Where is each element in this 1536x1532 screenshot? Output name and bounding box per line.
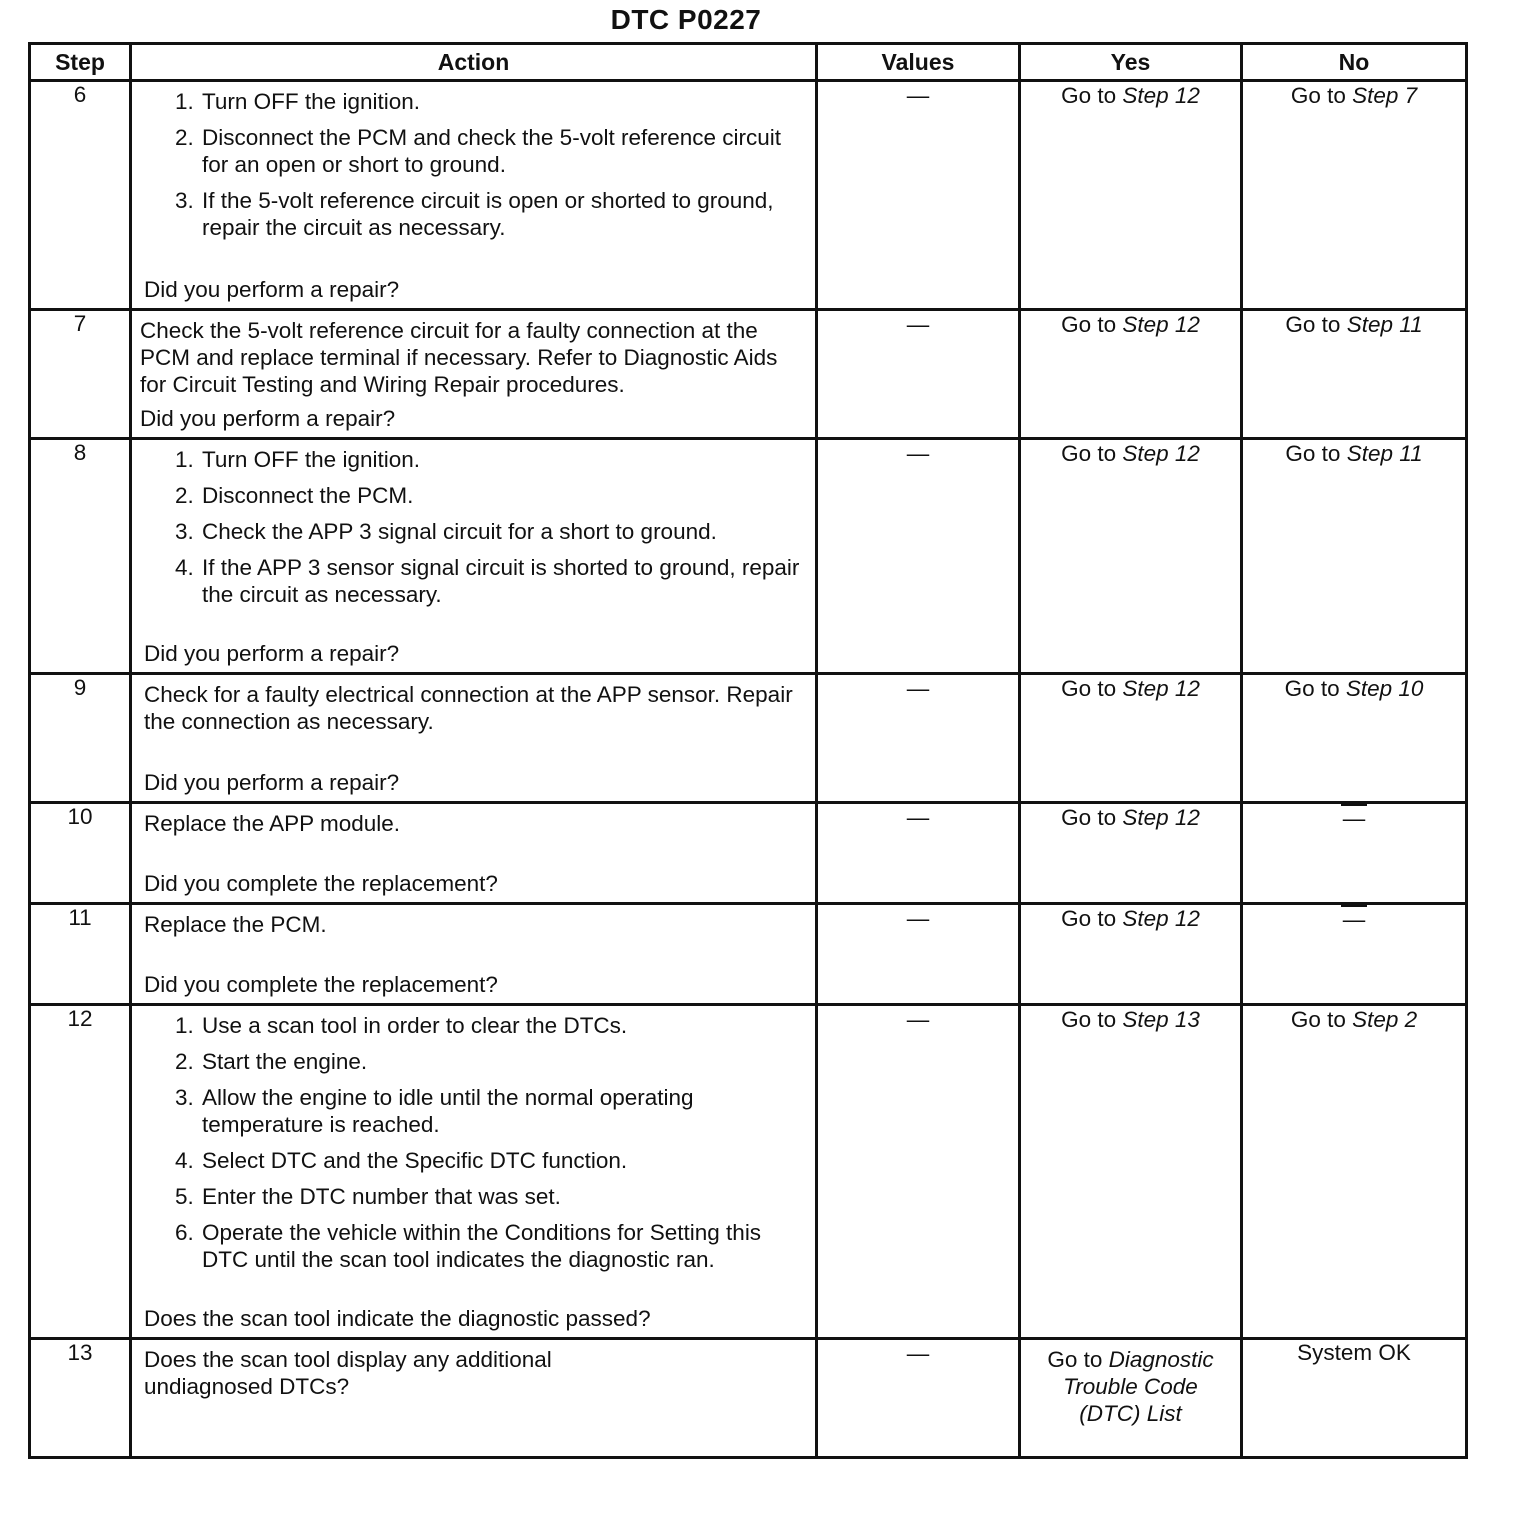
action-question: Did you perform a repair?: [144, 277, 400, 302]
action-question: Did you complete the replacement?: [144, 972, 498, 997]
action-text: Replace the PCM.: [144, 912, 327, 937]
yes-prefix: Go to: [1061, 83, 1117, 108]
dash-mark: —: [906, 441, 930, 467]
yes-link: Step 12: [1122, 906, 1200, 931]
action-text: Replace the APP module.: [144, 811, 401, 836]
no-prefix: Go to: [1285, 441, 1341, 466]
values-cell: [817, 1005, 1020, 1339]
yes-cell: [1020, 310, 1242, 439]
header-yes: Yes: [1020, 44, 1242, 81]
page-title: DTC P0227: [610, 4, 762, 35]
action-cell: [131, 904, 817, 1005]
dash-mark: —: [906, 805, 930, 831]
action-list: [144, 446, 807, 617]
header-step: Step: [30, 44, 131, 81]
list-item: 3. Check the APP 3 signal circuit for a short to ground.: [200, 518, 807, 545]
yes-link: Diagnostic Trouble Code (DTC) List: [1063, 1347, 1214, 1426]
no-cell: [1242, 674, 1467, 803]
action-question: Did you perform a repair?: [140, 406, 396, 431]
step-number: 11: [30, 904, 131, 1005]
yes-link: Step 12: [1122, 676, 1200, 701]
list-item: 2. Disconnect the PCM.: [200, 482, 807, 509]
yes-prefix: Go to: [1061, 676, 1117, 701]
action-text: Does the scan tool display any additional undiagnosed DTCs?: [144, 1347, 552, 1399]
no-link: Step 11: [1346, 441, 1423, 466]
no-prefix: Go to: [1284, 676, 1340, 701]
dash-mark: —: [906, 312, 930, 338]
dash-mark: —: [906, 1007, 930, 1033]
list-item: 4. If the APP 3 sensor signal circuit is shorted to ground, repair the circuit as necessary.: [200, 554, 807, 608]
header-no: No: [1242, 44, 1467, 81]
table-row: [30, 904, 1467, 1005]
list-item: 6. Operate the vehicle within the Conditions for Setting this DTC until the scan tool indicates the diagnostic ran.: [200, 1219, 807, 1273]
list-item: 1. Turn OFF the ignition.: [200, 88, 807, 115]
no-prefix: Go to: [1290, 1007, 1346, 1032]
table-row: [30, 81, 1467, 310]
list-item: 3. If the 5-volt reference circuit is open or shorted to ground, repair the circuit as necessary.: [200, 187, 807, 241]
yes-cell: [1020, 81, 1242, 310]
table-row: [30, 1339, 1467, 1458]
dash-mark: —: [1342, 806, 1366, 832]
yes-cell: [1020, 803, 1242, 904]
values-cell: [817, 310, 1020, 439]
yes-prefix: Go to: [1061, 1007, 1117, 1032]
header-row: [30, 44, 1467, 81]
dash-mark: —: [906, 1341, 930, 1367]
yes-link: Step 12: [1122, 441, 1200, 466]
no-cell: [1242, 310, 1467, 439]
dtc-table: [28, 42, 1468, 1459]
action-list: [144, 1012, 807, 1282]
no-link: Step 11: [1346, 312, 1423, 337]
table-row: [30, 1005, 1467, 1339]
action-cell: [131, 439, 817, 674]
list-item: 3. Allow the engine to idle until the normal operating temperature is reached.: [200, 1084, 807, 1138]
no-link: Step 2: [1352, 1007, 1418, 1032]
list-item: 1. Turn OFF the ignition.: [200, 446, 807, 473]
list-item: 4. Select DTC and the Specific DTC function.: [200, 1147, 807, 1174]
dash-mark: —: [906, 676, 930, 702]
yes-prefix: Go to: [1061, 312, 1117, 337]
dash-mark: —: [906, 906, 930, 932]
step-number: 9: [30, 674, 131, 803]
yes-link: Step 12: [1122, 805, 1200, 830]
action-question: Did you complete the replacement?: [144, 871, 498, 896]
list-item: 5. Enter the DTC number that was set.: [200, 1183, 807, 1210]
yes-cell: [1020, 904, 1242, 1005]
yes-cell: [1020, 1339, 1242, 1458]
list-item: 2. Disconnect the PCM and check the 5-volt reference circuit for an open or short to ground.: [200, 124, 807, 178]
no-prefix: Go to: [1290, 83, 1346, 108]
yes-prefix: Go to: [1061, 441, 1117, 466]
action-text: Check the 5-volt reference circuit for a faulty connection at the PCM and replace terminal if necessary. Refer to Diagnostic Aids for Circuit Testing and Wiring Repair procedures.: [140, 318, 778, 397]
values-cell: [817, 674, 1020, 803]
yes-cell: [1020, 1005, 1242, 1339]
no-link: Step 10: [1345, 676, 1424, 701]
values-cell: [817, 803, 1020, 904]
step-number: 12: [30, 1005, 131, 1339]
yes-cell: [1020, 439, 1242, 674]
yes-prefix: Go to: [1061, 906, 1117, 931]
no-cell: [1242, 1005, 1467, 1339]
no-cell: [1242, 803, 1467, 904]
action-cell: [131, 81, 817, 310]
table-row: [30, 803, 1467, 904]
action-cell: [131, 1339, 817, 1458]
step-number: 10: [30, 803, 131, 904]
yes-link: Step 13: [1122, 1007, 1200, 1032]
action-question: Did you perform a repair?: [144, 770, 400, 795]
table-row: [30, 439, 1467, 674]
header-values: Values: [817, 44, 1020, 81]
no-cell: [1242, 439, 1467, 674]
no-prefix: Go to: [1285, 312, 1341, 337]
no-cell: [1242, 81, 1467, 310]
action-cell: [131, 1005, 817, 1339]
action-cell: [131, 803, 817, 904]
action-cell: [131, 674, 817, 803]
yes-link: Step 12: [1122, 312, 1200, 337]
values-cell: [817, 439, 1020, 674]
dash-mark: —: [1342, 907, 1366, 933]
values-cell: [817, 81, 1020, 310]
action-question: Did you perform a repair?: [144, 641, 400, 666]
action-cell: [131, 310, 817, 439]
no-link: Step 7: [1352, 83, 1418, 108]
action-list: [144, 88, 807, 250]
yes-cell: [1020, 674, 1242, 803]
yes-prefix: Go to: [1061, 805, 1117, 830]
action-question: Does the scan tool indicate the diagnostic passed?: [144, 1306, 651, 1331]
step-number: 7: [30, 310, 131, 439]
table-row: [30, 310, 1467, 439]
no-cell: [1242, 1339, 1467, 1458]
step-number: 8: [30, 439, 131, 674]
table-row: [30, 674, 1467, 803]
header-action: Action: [131, 44, 817, 81]
dash-mark: —: [906, 83, 930, 109]
list-item: 2. Start the engine.: [200, 1048, 807, 1075]
yes-link: Step 12: [1122, 83, 1200, 108]
yes-prefix: Go to: [1047, 1347, 1103, 1372]
no-text: System OK: [1297, 1340, 1411, 1365]
values-cell: [817, 904, 1020, 1005]
step-number: 13: [30, 1339, 131, 1458]
values-cell: [817, 1339, 1020, 1458]
no-cell: [1242, 904, 1467, 1005]
step-number: 6: [30, 81, 131, 310]
action-text: Check for a faulty electrical connection at the APP sensor. Repair the connection as necessary.: [144, 682, 793, 734]
list-item: 1. Use a scan tool in order to clear the DTCs.: [200, 1012, 807, 1039]
